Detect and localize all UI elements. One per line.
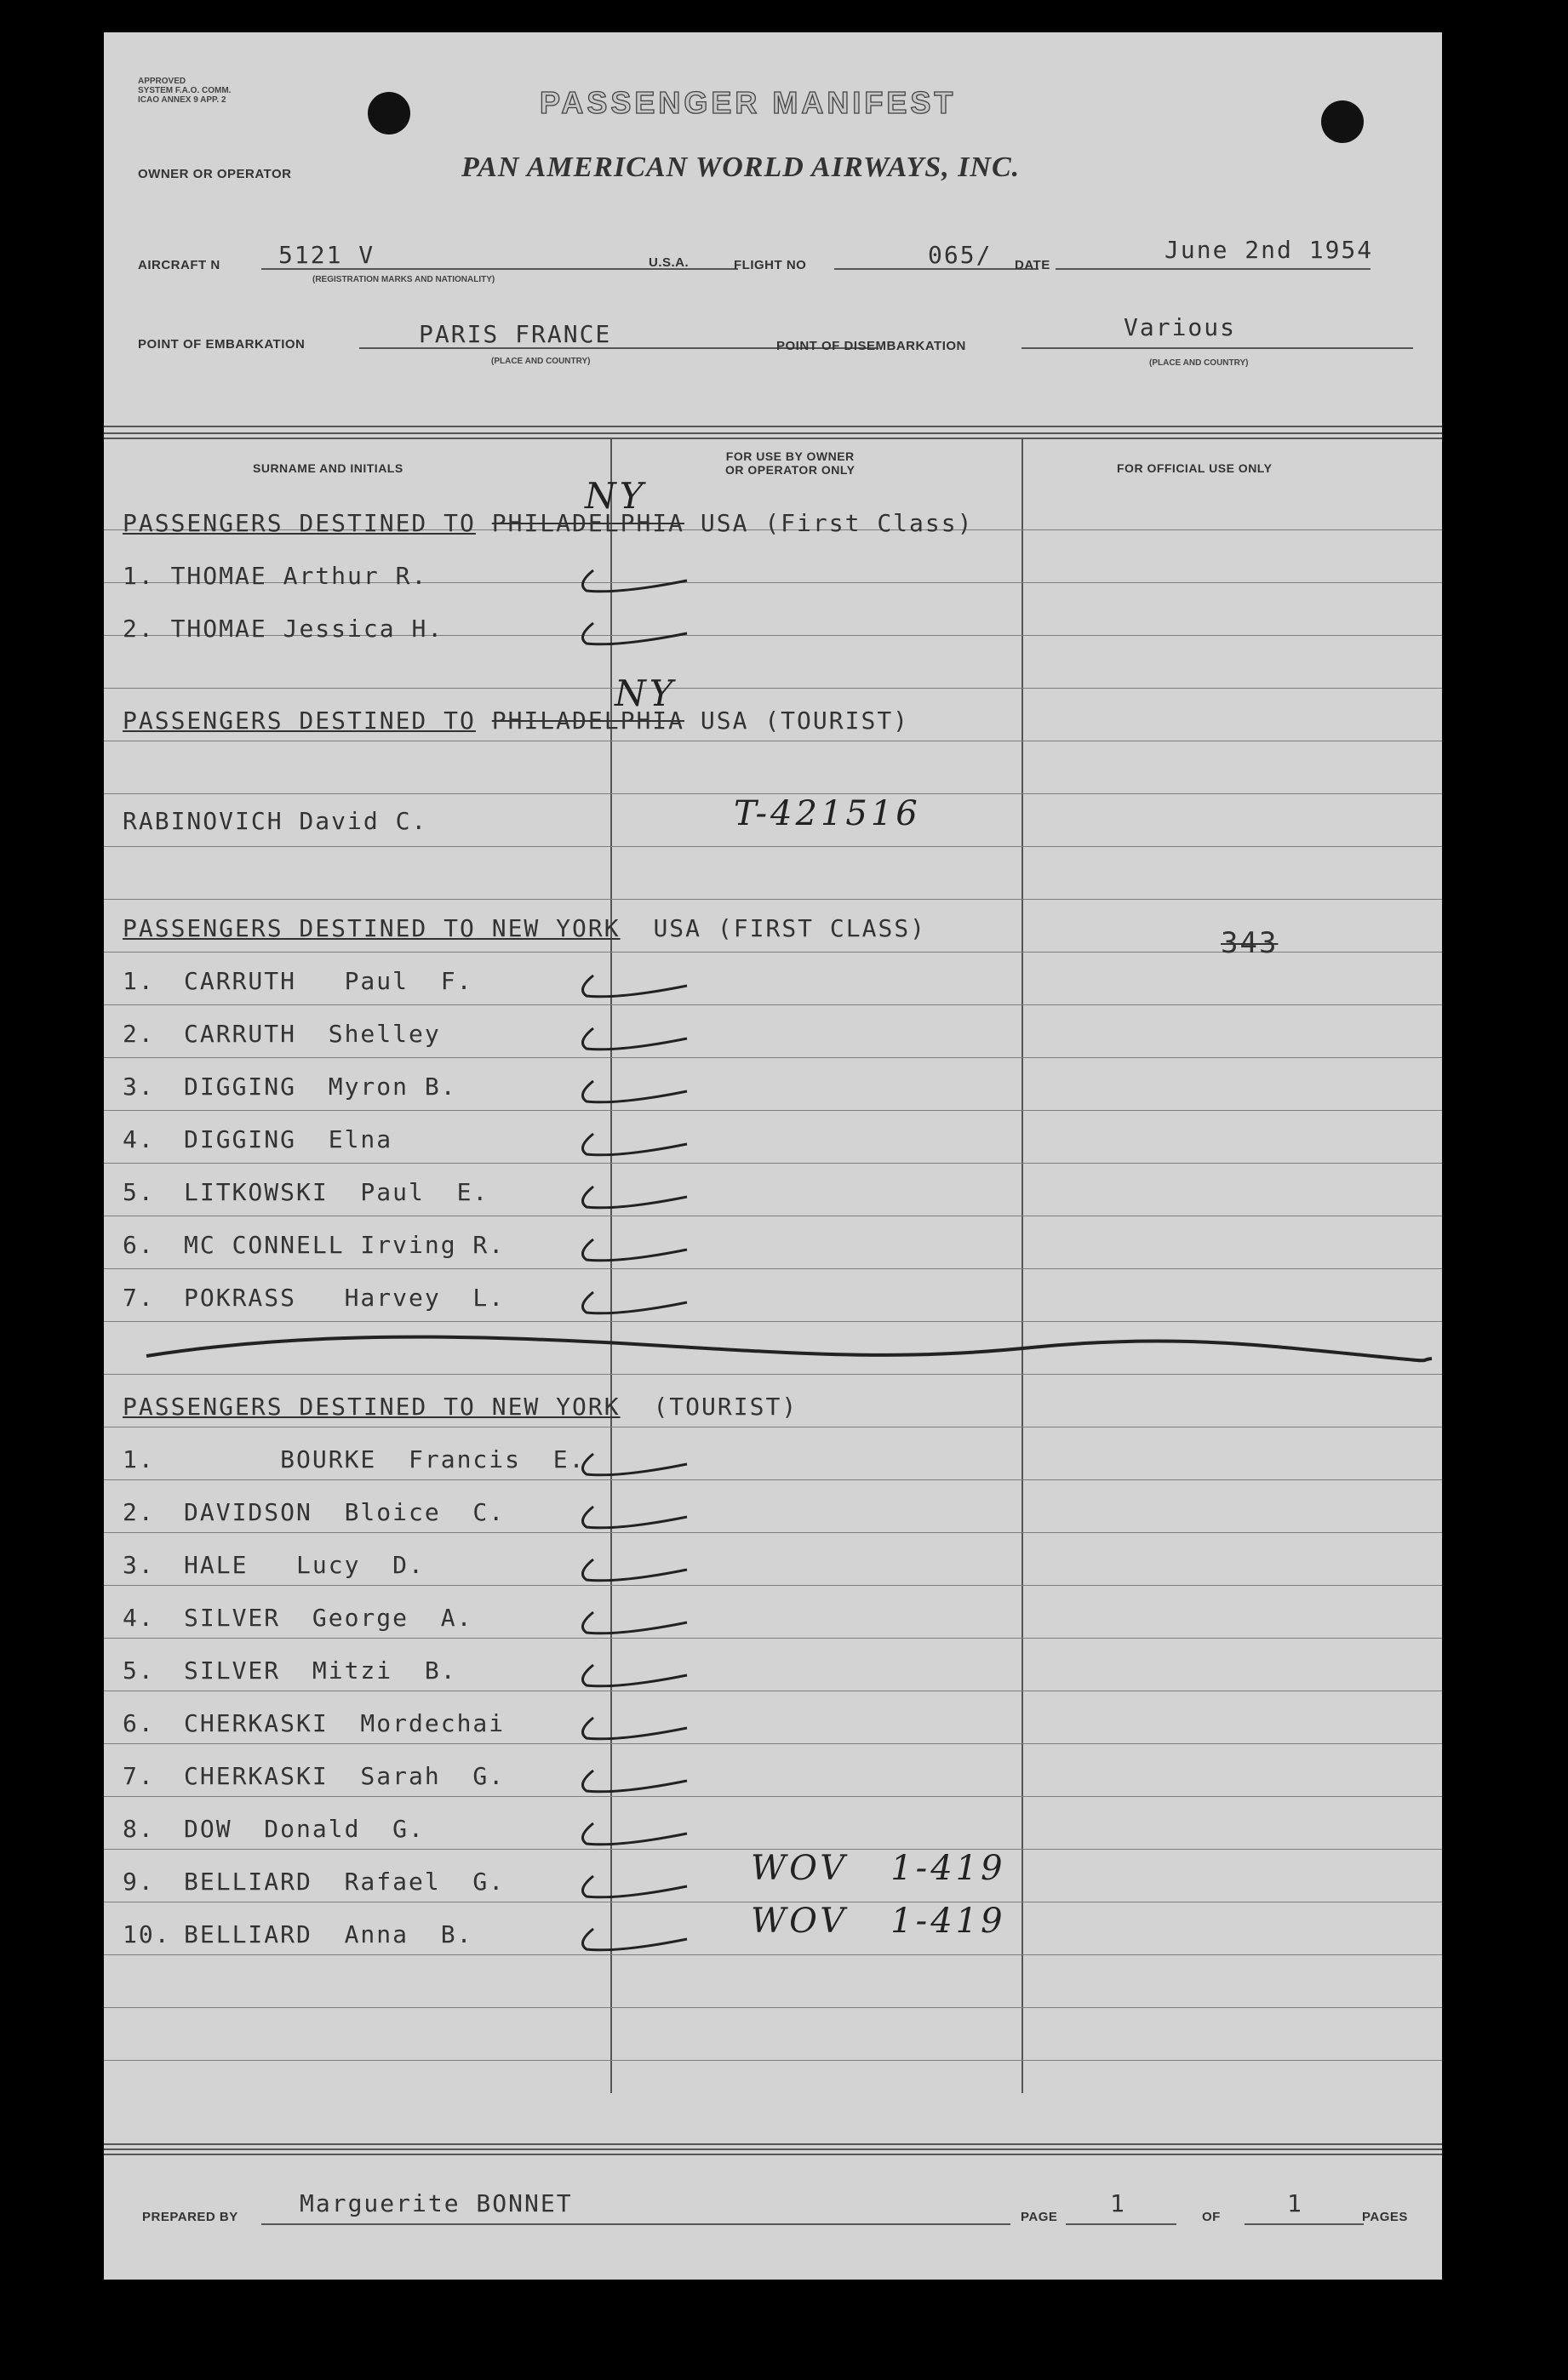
passenger-name: THOMAE Arthur R. (170, 562, 428, 590)
column-header-surname: SURNAME AND INITIALS (253, 461, 403, 475)
prepared-by-value: Marguerite BONNET (300, 2189, 573, 2217)
owner-label: OWNER OR OPERATOR (138, 167, 292, 181)
passenger-row (123, 1073, 457, 1101)
table-top-rule-1 (104, 426, 1442, 427)
row-line (104, 1796, 1442, 1797)
prepared-by-field (261, 2189, 1010, 2225)
passenger-row (123, 1498, 505, 1526)
official-note: 343 (1221, 926, 1279, 960)
passenger-number: 2. (123, 615, 155, 643)
column-header-official: FOR OFFICIAL USE ONLY (1117, 461, 1273, 475)
passenger-row (123, 967, 472, 995)
row-line (104, 1585, 1442, 1586)
passenger-number: 1. (123, 562, 155, 590)
passenger-number: 8. (123, 1815, 155, 1843)
page-field (1066, 2189, 1176, 2225)
passenger-name: DIGGING Myron B. (184, 1073, 457, 1101)
check-mark (568, 1449, 695, 1486)
approval-line-3: ICAO ANNEX 9 APP. 2 (138, 95, 226, 105)
row-line (104, 846, 1442, 847)
punch-hole-left (368, 92, 410, 134)
disembarkation-field (1021, 313, 1413, 349)
passenger-row (123, 1762, 505, 1790)
airline-name: PAN AMERICAN WORLD AIRWAYS, INC. (461, 152, 1021, 183)
check-mark (568, 1607, 695, 1645)
check-mark (568, 1765, 695, 1803)
passenger-number: 2. (123, 1498, 155, 1526)
passenger-row (123, 1445, 585, 1473)
passenger-name: BOURKE Francis E. (184, 1445, 586, 1473)
group-heading (123, 1393, 798, 1421)
check-mark (568, 565, 695, 603)
passenger-name: SILVER Mitzi B. (184, 1656, 457, 1685)
of-value: 1 (1287, 2189, 1303, 2217)
group-heading-struck: PHILADELPHIA (491, 707, 685, 735)
passenger-note: WOV 1-419 (751, 1902, 1006, 1941)
group-heading (123, 707, 909, 735)
check-mark (568, 1287, 695, 1324)
group-heading-prefix: PASSENGERS DESTINED TO NEW YORK (123, 1393, 621, 1421)
document-title: PASSENGER MANIFEST (540, 85, 957, 120)
passenger-number: 4. (123, 1125, 155, 1153)
date-field (1056, 236, 1374, 270)
passenger-number: 1. (123, 1445, 155, 1473)
disembarkation-sublabel: (PLACE AND COUNTRY) (1149, 358, 1249, 368)
group-heading-suffix: USA (First Class) (700, 509, 974, 537)
pages-label: PAGES (1362, 2210, 1408, 2224)
aircraft-sublabel: (REGISTRATION MARKS AND NATIONALITY) (312, 275, 495, 284)
passenger-number: 6. (123, 1709, 155, 1737)
table-top-rule-3 (104, 438, 1442, 439)
check-mark (568, 1129, 695, 1166)
group-heading-suffix: USA (TOURIST) (700, 707, 910, 735)
passenger-row (123, 1920, 472, 1948)
check-mark (568, 1713, 695, 1750)
check-mark (568, 1076, 695, 1113)
passenger-number: 10. (123, 1920, 171, 1948)
row-line (104, 1110, 1442, 1111)
approval-line-1: APPROVED (138, 77, 186, 86)
row-line (104, 1268, 1442, 1269)
row-line (104, 2060, 1442, 2061)
passenger-name: BELLIARD Rafael G. (184, 1868, 506, 1896)
passenger-number: 5. (123, 1178, 155, 1206)
aircraft-value: 5121 V (278, 241, 375, 269)
passenger-name: DIGGING Elna (184, 1125, 393, 1153)
passenger-name: LITKOWSKI Paul E. (184, 1178, 489, 1206)
passenger-row (123, 1551, 425, 1579)
passenger-row (123, 1656, 457, 1685)
check-mark (568, 1502, 695, 1539)
row-line (104, 1057, 1442, 1058)
column-divider-2 (1021, 438, 1023, 2093)
check-mark (568, 1924, 695, 1961)
group-heading-prefix: PASSENGERS DESTINED TO NEW YORK (123, 914, 621, 942)
passenger-name: CARRUTH Shelley (184, 1020, 441, 1048)
passenger-number: 1. (123, 967, 155, 995)
page-value: 1 (1110, 2189, 1126, 2217)
flight-number-label: FLIGHT NO (734, 258, 807, 272)
table-bottom-rule-1 (104, 2143, 1442, 2145)
check-mark (568, 970, 695, 1008)
passenger-row (123, 1231, 505, 1259)
passenger-name: POKRASS Harvey L. (184, 1284, 506, 1312)
row-line (104, 688, 1442, 689)
country-label: U.S.A. (649, 255, 690, 270)
row-line (104, 1954, 1442, 1955)
handwritten-destination: NY (585, 475, 647, 517)
check-mark (568, 1660, 695, 1697)
embarkation-value: PARIS FRANCE (419, 320, 612, 348)
passenger-row (123, 1815, 425, 1843)
passenger-name: MC CONNELL Irving R. (184, 1231, 506, 1259)
passenger-name: DAVIDSON Bloice C. (184, 1498, 506, 1526)
check-mark (568, 1871, 695, 1908)
passenger-name: RABINOVICH David C. (123, 807, 428, 835)
passenger-name: DOW Donald G. (184, 1815, 425, 1843)
table-top-rule-2 (104, 432, 1442, 434)
group-heading (123, 509, 973, 537)
passenger-note: WOV 1-419 (751, 1849, 1006, 1888)
aircraft-label: AIRCRAFT N (138, 258, 220, 272)
passenger-number: 6. (123, 1231, 155, 1259)
group-heading-prefix: PASSENGERS DESTINED TO (123, 707, 476, 735)
row-line (104, 1321, 1442, 1322)
passenger-number: 3. (123, 1551, 155, 1579)
table-bottom-rule-2 (104, 2148, 1442, 2150)
row-line (104, 1479, 1442, 1480)
passenger-number: 2. (123, 1020, 155, 1048)
punch-hole-right (1321, 100, 1364, 143)
passenger-row (123, 615, 444, 643)
check-mark (568, 1023, 695, 1061)
passenger-row (123, 1868, 505, 1896)
row-line (104, 1004, 1442, 1005)
passenger-name: SILVER George A. (184, 1604, 473, 1632)
disembarkation-value: Various (1124, 313, 1237, 341)
handwritten-destination: NY (615, 672, 677, 714)
embarkation-sublabel: (PLACE AND COUNTRY) (491, 357, 591, 366)
passenger-row (123, 562, 427, 590)
passenger-name: CHERKASKI Sarah G. (184, 1762, 506, 1790)
passenger-row (123, 1284, 505, 1312)
passenger-name: HALE Lucy D. (184, 1551, 425, 1579)
approval-stamp (138, 77, 231, 105)
passenger-row (123, 807, 427, 835)
passenger-row (123, 1709, 505, 1737)
passenger-number: 9. (123, 1868, 155, 1896)
check-mark (568, 618, 695, 655)
row-line (104, 1532, 1442, 1533)
passenger-row (123, 1178, 489, 1206)
table-bottom-rule-3 (104, 2154, 1442, 2155)
passenger-number: 4. (123, 1604, 155, 1632)
prepared-by-label: PREPARED BY (142, 2210, 238, 2224)
flight-number-value: 065/ (928, 241, 993, 269)
manifest-sheet (104, 32, 1442, 2280)
passenger-name: THOMAE Jessica H. (170, 615, 444, 643)
date-label: DATE (1015, 258, 1050, 272)
group-heading-struck: PHILADELPHIA (491, 509, 685, 537)
group-heading-suffix: USA (FIRST CLASS) (653, 914, 927, 942)
approval-line-2: SYSTEM F.A.O. COMM. (138, 86, 232, 95)
passenger-number: 3. (123, 1073, 155, 1101)
passenger-name: BELLIARD Anna B. (184, 1920, 473, 1948)
of-field (1245, 2189, 1364, 2225)
flight-number-field (834, 241, 1039, 270)
row-line (104, 899, 1442, 900)
disembarkation-label: POINT OF DISEMBARKATION (776, 339, 966, 353)
passenger-name: CHERKASKI Mordechai (184, 1709, 506, 1737)
passenger-number: 7. (123, 1284, 155, 1312)
passenger-name: CARRUTH Paul F. (184, 967, 473, 995)
row-line (104, 2007, 1442, 2008)
ticket-note: T-421516 (734, 794, 921, 833)
passenger-number: 7. (123, 1762, 155, 1790)
passenger-row (123, 1604, 472, 1632)
passenger-row (123, 1125, 392, 1153)
group-heading (123, 914, 926, 942)
check-mark (568, 1181, 695, 1219)
group-heading-suffix: (TOURIST) (653, 1393, 798, 1421)
date-value: June 2nd 1954 (1165, 236, 1374, 264)
group-heading-prefix: PASSENGERS DESTINED TO (123, 509, 476, 537)
row-line (104, 1743, 1442, 1744)
passenger-row (123, 1020, 441, 1048)
column-header-owner: FOR USE BY OWNER OR OPERATOR ONLY (725, 449, 856, 477)
check-mark (568, 1818, 695, 1856)
wavy-separator (138, 1326, 1440, 1377)
check-mark (568, 1554, 695, 1592)
check-mark (568, 1234, 695, 1272)
page-label: PAGE (1021, 2210, 1058, 2224)
passenger-number: 5. (123, 1656, 155, 1685)
row-line (104, 1638, 1442, 1639)
embarkation-label: POINT OF EMBARKATION (138, 337, 306, 352)
row-line (104, 1163, 1442, 1164)
of-label: OF (1202, 2210, 1221, 2224)
